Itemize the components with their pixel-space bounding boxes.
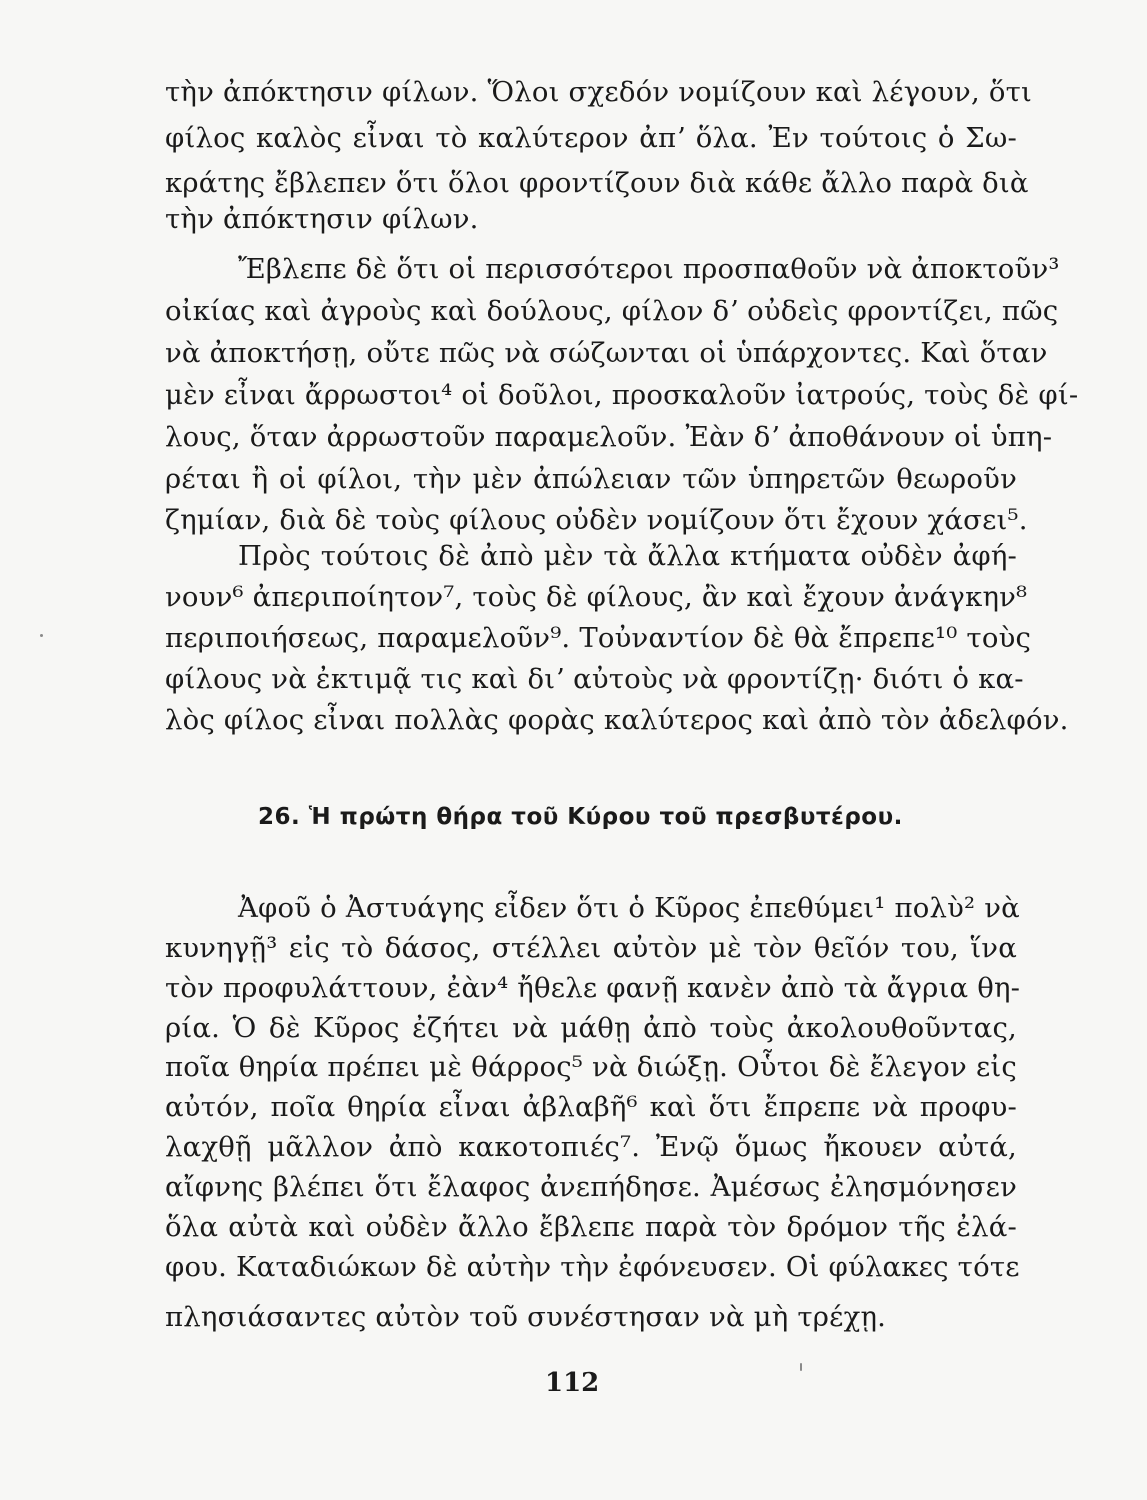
text-line: μὲν εἶναι ἄρρωστοι⁴ οἱ δοῦλοι, προσκαλοῦν ἰατρούς, τοὺς δὲ φί- — [165, 379, 1079, 411]
text-line: τὸν προφυλάττουν, ἐὰν⁴ ἤθελε φανῇ κανὲν ἀπὸ τὰ ἄγρια θη- — [165, 972, 1021, 1004]
text-line: ὅλα αὐτὰ καὶ οὐδὲν ἄλλο ἔβλεπε παρὰ τὸν δρόμον τῆς ἐλά- — [165, 1211, 1017, 1243]
text-line: κράτης ἔβλεπεν ὅτι ὅλοι φροντίζουν διὰ κάθε ἄλλο παρὰ διὰ — [165, 167, 1029, 199]
text-line: αὐτόν, ποῖα θηρία εἶναι ἀβλαβῆ⁶ καὶ ὅτι ἔπρεπε νὰ προφυ- — [165, 1091, 1017, 1123]
text-line: νὰ ἀποκτήσῃ, οὔτε πῶς νὰ σώζωνται οἱ ὑπάρχοντες. Καὶ ὅταν — [165, 337, 1048, 369]
text-line: λους, ὅταν ἀρρωστοῦν παραμελοῦν. Ἐὰν δʼ ἀποθάνουν οἱ ὑπη- — [165, 421, 1053, 453]
text-line: φου. Καταδιώκων δὲ αὐτὴν τὴν ἐφόνευσεν. Οἱ φύλακες τότε — [165, 1251, 1020, 1283]
text-line: νουν⁶ ἀπεριποίητον⁷, τοὺς δὲ φίλους, ἂν καὶ ἔχουν ἀνάγκην⁸ — [165, 581, 1028, 613]
text-line: τὴν ἀπόκτησιν φίλων. — [165, 203, 479, 235]
text-line: ρία. Ὁ δὲ Κῦρος ἐζήτει νὰ μάθῃ ἀπὸ τοὺς ἀκολουθοῦντας, — [165, 1012, 1017, 1044]
text-line: ζημίαν, διὰ δὲ τοὺς φίλους οὐδὲν νομίζουν ὅτι ἔχουν χάσει⁵. — [165, 504, 1028, 536]
text-line: Πρὸς τούτοις δὲ ἀπὸ μὲν τὰ ἄλλα κτήματα οὐδὲν ἀφή- — [238, 540, 1017, 572]
section-heading: 26. Ἡ πρώτη θήρα τοῦ Κύρου τοῦ πρεσβυτέρου. — [258, 804, 903, 830]
scan-speck — [40, 634, 43, 637]
text-line: πλησιάσαντες αὐτὸν τοῦ συνέστησαν νὰ μὴ τρέχῃ. — [165, 1301, 887, 1333]
text-line: περιποιήσεως, παραμελοῦν⁹. Τοὐναντίον δὲ θὰ ἔπρεπε¹⁰ τοὺς — [165, 622, 1032, 654]
text-line: λὸς φίλος εἶναι πολλὰς φορὰς καλύτερος καὶ ἀπὸ τὸν ἀδελφόν. — [165, 704, 1069, 736]
text-line: ποῖα θηρία πρέπει μὲ θάρρος⁵ νὰ διώξῃ. Οὗτοι δὲ ἔλεγον εἰς — [165, 1051, 1017, 1083]
text-line: κυνηγῇ³ εἰς τὸ δάσος, στέλλει αὐτὸν μὲ τὸν θεῖόν του, ἵνα — [165, 932, 1017, 964]
scan-speck — [800, 1363, 802, 1371]
text-line: λαχθῇ μᾶλλον ἀπὸ κακοτοπιές⁷. Ἐνῷ ὅμως ἤκουεν αὐτά, — [165, 1131, 1017, 1163]
text-line: φίλους νὰ ἐκτιμᾷ τις καὶ διʼ αὐτοὺς νὰ φροντίζῃ· διότι ὁ κα- — [165, 663, 1024, 695]
text-line: οἰκίας καὶ ἀγροὺς καὶ δούλους, φίλον δʼ οὐδεὶς φροντίζει, πῶς — [165, 295, 1059, 327]
text-line: Ἀφοῦ ὁ Ἀστυάγης εἶδεν ὅτι ὁ Κῦρος ἐπεθύμει¹ πολὺ² νὰ — [238, 892, 1020, 924]
text-line: φίλος καλὸς εἶναι τὸ καλύτερον ἀπʼ ὅλα. Ἐν τούτοις ὁ Σω- — [165, 122, 1017, 154]
text-line: τὴν ἀπόκτησιν φίλων. Ὅλοι σχεδόν νομίζουν καὶ λέγουν, ὅτι — [165, 76, 1032, 108]
text-line: Ἔβλεπε δὲ ὅτι οἱ περισσότεροι προσπαθοῦν νὰ ἀποκτοῦν³ — [238, 253, 1060, 285]
text-line: αἴφνης βλέπει ὅτι ἔλαφος ἀνεπήδησε. Ἀμέσως ἐλησμόνησεν — [165, 1171, 1017, 1203]
text-line: ρέται ἢ οἱ φίλοι, τὴν μὲν ἀπώλειαν τῶν ὑπηρετῶν θεωροῦν — [165, 463, 1017, 495]
page-number: 112 — [545, 1368, 600, 1398]
